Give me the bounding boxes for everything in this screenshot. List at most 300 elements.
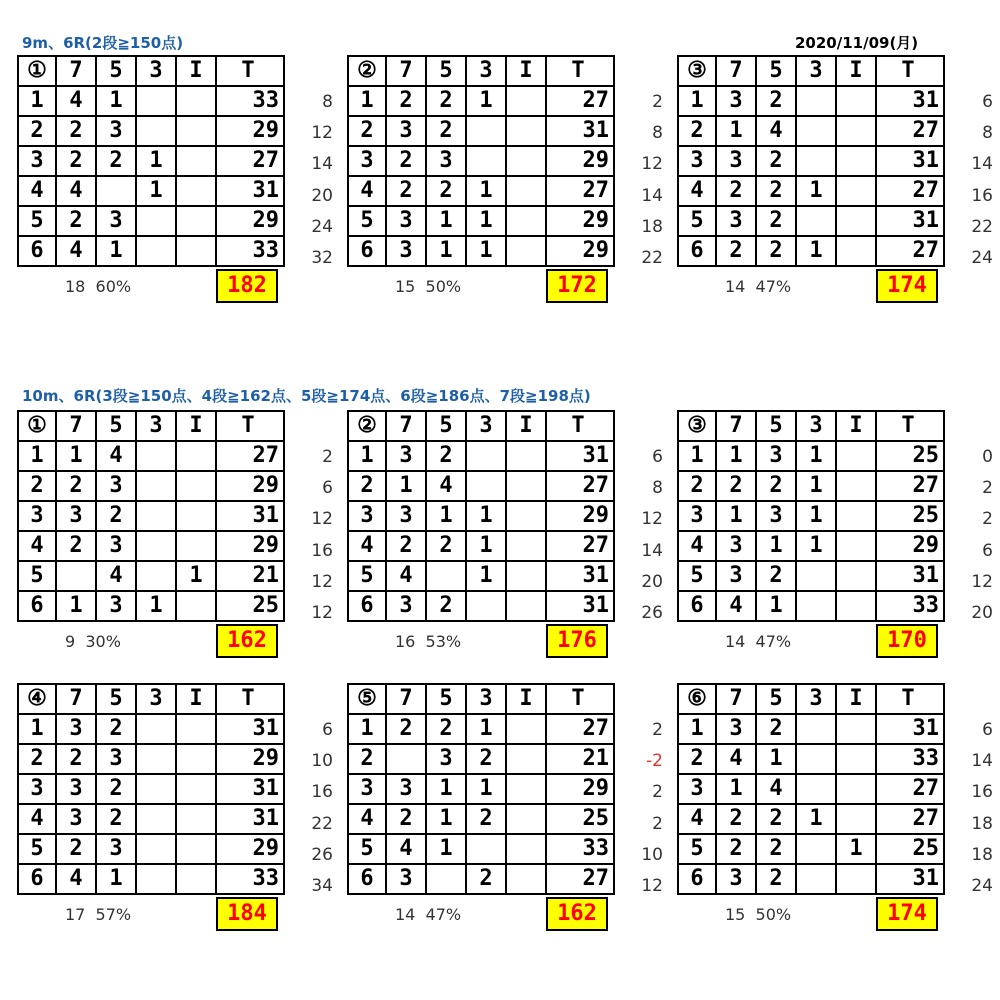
row-number: 1 — [348, 86, 386, 116]
cell: 1 — [96, 864, 136, 894]
row-total: 25 — [876, 834, 944, 864]
header-row — [678, 411, 944, 441]
row-number: 3 — [18, 501, 56, 531]
cell — [466, 471, 506, 501]
table-row — [18, 714, 284, 744]
cell: 2 — [56, 116, 96, 146]
total-score-badge: 182 — [216, 269, 278, 303]
column-header: 5 — [426, 56, 466, 86]
cell: 4 — [756, 116, 796, 146]
row-number: 3 — [678, 146, 716, 176]
row-total: 31 — [546, 591, 614, 621]
cell: 3 — [756, 441, 796, 471]
row-number: 1 — [678, 86, 716, 116]
row-number: 4 — [18, 804, 56, 834]
table-row — [678, 236, 944, 266]
row-number: 4 — [678, 531, 716, 561]
total-score-badge: 184 — [216, 897, 278, 931]
row-total: 33 — [216, 86, 284, 116]
total-score-badge: 174 — [876, 897, 938, 931]
row-total: 33 — [876, 591, 944, 621]
cell: 2 — [96, 501, 136, 531]
score-block-10m-5 — [347, 683, 667, 943]
table-row — [348, 236, 614, 266]
cell: 3 — [96, 531, 136, 561]
cell: 3 — [386, 864, 426, 894]
row-number: 6 — [348, 591, 386, 621]
cell — [506, 441, 546, 471]
table-row — [348, 176, 614, 206]
row-number: 6 — [18, 864, 56, 894]
cumulative-value: 10 — [311, 751, 333, 772]
table-row — [678, 591, 944, 621]
cumulative-value: 2 — [652, 92, 663, 112]
cell: 2 — [386, 804, 426, 834]
cumulative-value: 22 — [971, 216, 993, 237]
cell — [386, 744, 426, 774]
cell: 1 — [426, 236, 466, 266]
column-header: 5 — [96, 684, 136, 714]
table-row — [678, 834, 944, 864]
score-table — [347, 55, 615, 267]
cell: 4 — [386, 561, 426, 591]
column-header: 7 — [56, 684, 96, 714]
cell: 2 — [466, 804, 506, 834]
stats-label: 14 47% — [725, 632, 792, 651]
cell: 1 — [176, 561, 216, 591]
cell — [836, 146, 876, 176]
cell — [176, 206, 216, 236]
row-number: 1 — [18, 86, 56, 116]
cell: 2 — [756, 834, 796, 864]
row-total: 31 — [546, 441, 614, 471]
column-header: I — [506, 56, 546, 86]
cell: 3 — [386, 591, 426, 621]
column-header: 5 — [96, 411, 136, 441]
cumulative-value: 6 — [652, 447, 663, 467]
cell: 2 — [56, 744, 96, 774]
table-row — [348, 501, 614, 531]
row-total: 31 — [876, 86, 944, 116]
row-total: 29 — [216, 834, 284, 864]
cell: 2 — [466, 744, 506, 774]
cell: 2 — [756, 176, 796, 206]
cell: 2 — [56, 531, 96, 561]
cell: 2 — [426, 86, 466, 116]
cell — [506, 206, 546, 236]
cell — [176, 774, 216, 804]
column-header: 5 — [96, 56, 136, 86]
row-total: 27 — [876, 176, 944, 206]
cell — [796, 714, 836, 744]
cell: 3 — [716, 86, 756, 116]
cell: 1 — [466, 236, 506, 266]
cell: 1 — [56, 441, 96, 471]
row-number: 5 — [348, 834, 386, 864]
table-row — [18, 86, 284, 116]
cell — [136, 236, 176, 266]
cell: 3 — [386, 116, 426, 146]
row-total: 31 — [876, 146, 944, 176]
cell: 3 — [386, 501, 426, 531]
cell: 3 — [96, 206, 136, 236]
column-header: 7 — [716, 411, 756, 441]
cell — [426, 561, 466, 591]
cell: 2 — [716, 834, 756, 864]
score-block-10m-1 — [17, 410, 337, 670]
cell: 2 — [716, 176, 756, 206]
cumulative-value: 6 — [982, 92, 993, 112]
cell: 2 — [756, 714, 796, 744]
column-header: 7 — [716, 56, 756, 86]
cell — [176, 864, 216, 894]
score-table — [677, 410, 945, 622]
row-number: 5 — [18, 561, 56, 591]
row-number: 6 — [348, 236, 386, 266]
cell — [136, 206, 176, 236]
column-header: 5 — [756, 56, 796, 86]
cell: 2 — [756, 236, 796, 266]
cell: 2 — [56, 206, 96, 236]
cumulative-value: 2 — [982, 509, 993, 530]
cell: 3 — [716, 206, 756, 236]
cell — [176, 86, 216, 116]
row-number: 3 — [678, 774, 716, 804]
cumulative-value: 6 — [982, 720, 993, 740]
score-table — [347, 410, 615, 622]
table-row — [18, 116, 284, 146]
column-header: 5 — [756, 411, 796, 441]
block-label: ② — [348, 411, 386, 441]
table-row — [18, 441, 284, 471]
cell — [506, 86, 546, 116]
row-number: 6 — [678, 864, 716, 894]
cell: 1 — [136, 591, 176, 621]
cell: 4 — [56, 236, 96, 266]
row-total: 27 — [546, 176, 614, 206]
cumulative-value: 6 — [322, 478, 333, 499]
cell: 1 — [96, 236, 136, 266]
cell: 3 — [386, 206, 426, 236]
cell: 1 — [466, 714, 506, 744]
score-table — [17, 683, 285, 895]
cell: 3 — [96, 116, 136, 146]
row-number: 4 — [348, 804, 386, 834]
cell — [176, 176, 216, 206]
cell: 2 — [56, 834, 96, 864]
block-label: ⑥ — [678, 684, 716, 714]
row-total: 29 — [546, 146, 614, 176]
table-row — [348, 206, 614, 236]
table-row — [18, 591, 284, 621]
table-row — [678, 864, 944, 894]
cell — [136, 744, 176, 774]
cell: 1 — [426, 804, 466, 834]
cumulative-value: 24 — [971, 876, 993, 896]
score-block-10m-4 — [17, 683, 337, 943]
cell — [136, 441, 176, 471]
row-number: 5 — [348, 206, 386, 236]
row-number: 2 — [348, 471, 386, 501]
table-row — [18, 804, 284, 834]
cell — [136, 714, 176, 744]
row-total: 33 — [216, 236, 284, 266]
block-label: ③ — [678, 411, 716, 441]
row-number: 2 — [678, 116, 716, 146]
cumulative-value: 12 — [641, 154, 663, 175]
total-score-badge: 174 — [876, 269, 938, 303]
cumulative-value: 14 — [641, 185, 663, 206]
score-table — [17, 55, 285, 267]
table-row — [678, 531, 944, 561]
header-row — [678, 684, 944, 714]
cumulative-value: 12 — [311, 571, 333, 592]
cell — [506, 834, 546, 864]
score-table — [347, 683, 615, 895]
row-total: 27 — [546, 531, 614, 561]
row-number: 3 — [18, 146, 56, 176]
cell — [136, 774, 176, 804]
cell: 1 — [136, 146, 176, 176]
table-row — [18, 834, 284, 864]
cell: 1 — [716, 116, 756, 146]
cell: 1 — [56, 591, 96, 621]
cumulative-value: 18 — [971, 813, 993, 834]
cell: 2 — [716, 236, 756, 266]
cell — [506, 714, 546, 744]
cell: 1 — [466, 531, 506, 561]
cumulative-value: 18 — [641, 216, 663, 237]
column-header: I — [176, 56, 216, 86]
cell: 2 — [426, 591, 466, 621]
score-block-10m-3 — [677, 410, 997, 670]
table-row — [678, 146, 944, 176]
row-total: 33 — [216, 864, 284, 894]
row-total: 29 — [216, 531, 284, 561]
cell: 2 — [426, 116, 466, 146]
cell: 2 — [756, 561, 796, 591]
column-header: T — [546, 411, 614, 441]
cell: 2 — [756, 146, 796, 176]
column-header: 7 — [716, 684, 756, 714]
total-score-badge: 170 — [876, 624, 938, 658]
cell: 3 — [716, 146, 756, 176]
cumulative-value: 22 — [641, 248, 663, 268]
table-row — [18, 236, 284, 266]
cell: 1 — [796, 236, 836, 266]
cell — [506, 146, 546, 176]
cell — [176, 441, 216, 471]
date-label: 2020/11/09(月) — [795, 34, 919, 52]
table-row — [348, 744, 614, 774]
cell: 3 — [716, 531, 756, 561]
row-total: 33 — [876, 744, 944, 774]
cumulative-value: 10 — [641, 844, 663, 865]
cell: 1 — [426, 834, 466, 864]
cell — [176, 531, 216, 561]
row-total: 31 — [216, 804, 284, 834]
cell: 4 — [96, 441, 136, 471]
cell — [466, 591, 506, 621]
cell: 1 — [466, 561, 506, 591]
table-row — [348, 774, 614, 804]
header-row — [678, 56, 944, 86]
header-row — [18, 56, 284, 86]
row-number: 5 — [348, 561, 386, 591]
cell — [836, 441, 876, 471]
column-header: T — [876, 56, 944, 86]
cell — [836, 86, 876, 116]
cell: 2 — [56, 471, 96, 501]
cell: 4 — [56, 86, 96, 116]
cumulative-value: -2 — [646, 751, 663, 772]
table-row — [348, 591, 614, 621]
table-row — [18, 531, 284, 561]
cell — [506, 864, 546, 894]
row-number: 4 — [18, 531, 56, 561]
total-score-badge: 172 — [546, 269, 608, 303]
row-number: 5 — [678, 834, 716, 864]
column-header: 3 — [796, 56, 836, 86]
cumulative-value: 8 — [652, 123, 663, 144]
table-row — [678, 804, 944, 834]
column-header: 5 — [756, 684, 796, 714]
cumulative-value: 16 — [311, 540, 333, 561]
cell — [506, 774, 546, 804]
score-table — [677, 55, 945, 267]
row-total: 27 — [216, 441, 284, 471]
cell: 2 — [96, 774, 136, 804]
table-row — [18, 774, 284, 804]
cell: 3 — [426, 146, 466, 176]
column-header: 7 — [56, 411, 96, 441]
cell — [796, 86, 836, 116]
cell: 1 — [796, 804, 836, 834]
cumulative-value: 2 — [652, 782, 663, 803]
table-row — [18, 561, 284, 591]
column-header: I — [506, 684, 546, 714]
stats-label: 14 47% — [395, 905, 462, 924]
cell: 3 — [386, 774, 426, 804]
cell: 2 — [716, 804, 756, 834]
cell — [506, 501, 546, 531]
row-number: 2 — [348, 744, 386, 774]
cell: 1 — [426, 206, 466, 236]
cell — [836, 864, 876, 894]
column-header: 3 — [136, 56, 176, 86]
cell — [506, 744, 546, 774]
cumulative-value: 8 — [652, 478, 663, 499]
table-row — [348, 471, 614, 501]
cell: 3 — [716, 561, 756, 591]
row-number: 1 — [678, 714, 716, 744]
cumulative-value: 12 — [641, 876, 663, 896]
column-header: 3 — [466, 411, 506, 441]
cell: 1 — [136, 176, 176, 206]
cell: 4 — [426, 471, 466, 501]
cell: 4 — [716, 591, 756, 621]
cell: 2 — [426, 441, 466, 471]
header-row — [18, 411, 284, 441]
column-header: 3 — [796, 684, 836, 714]
row-total: 27 — [546, 864, 614, 894]
row-total: 27 — [876, 116, 944, 146]
row-number: 6 — [678, 236, 716, 266]
cell: 4 — [96, 561, 136, 591]
block-label: ② — [348, 56, 386, 86]
cell — [796, 116, 836, 146]
cell: 2 — [756, 804, 796, 834]
stats-label: 17 57% — [65, 905, 132, 924]
table-row — [678, 176, 944, 206]
cell — [796, 206, 836, 236]
row-number: 3 — [348, 774, 386, 804]
cell: 3 — [56, 501, 96, 531]
row-number: 4 — [348, 531, 386, 561]
row-number: 5 — [678, 206, 716, 236]
cell: 3 — [716, 864, 756, 894]
column-header: T — [876, 411, 944, 441]
cell — [136, 116, 176, 146]
cell — [796, 834, 836, 864]
row-total: 27 — [216, 146, 284, 176]
cell — [836, 471, 876, 501]
row-number: 1 — [18, 714, 56, 744]
row-number: 4 — [348, 176, 386, 206]
cumulative-value: 0 — [982, 447, 993, 467]
table-row — [678, 441, 944, 471]
cell — [176, 591, 216, 621]
table-row — [348, 804, 614, 834]
cell: 4 — [56, 864, 96, 894]
row-total: 21 — [546, 744, 614, 774]
row-number: 1 — [348, 441, 386, 471]
column-header: 3 — [466, 684, 506, 714]
row-number: 4 — [678, 176, 716, 206]
score-table — [677, 683, 945, 895]
row-total: 29 — [876, 531, 944, 561]
cumulative-value: 20 — [641, 571, 663, 592]
table-row — [678, 86, 944, 116]
column-header: 5 — [426, 411, 466, 441]
score-block-10m-2 — [347, 410, 667, 670]
cell: 1 — [716, 774, 756, 804]
cell: 2 — [756, 86, 796, 116]
cumulative-value: 2 — [652, 720, 663, 740]
cell — [466, 116, 506, 146]
cell: 1 — [716, 441, 756, 471]
cell — [466, 146, 506, 176]
cumulative-value: 14 — [971, 154, 993, 175]
cell — [796, 591, 836, 621]
cell: 4 — [756, 774, 796, 804]
cell: 2 — [56, 146, 96, 176]
cell — [836, 176, 876, 206]
cell: 1 — [466, 501, 506, 531]
stats-label: 16 53% — [395, 632, 462, 651]
column-header: T — [876, 684, 944, 714]
table-row — [18, 146, 284, 176]
cell: 1 — [426, 501, 466, 531]
table-row — [678, 206, 944, 236]
row-total: 29 — [216, 116, 284, 146]
row-total: 25 — [546, 804, 614, 834]
column-header: T — [216, 411, 284, 441]
row-total: 33 — [546, 834, 614, 864]
cell: 1 — [756, 744, 796, 774]
row-number: 1 — [18, 441, 56, 471]
row-number: 2 — [18, 116, 56, 146]
